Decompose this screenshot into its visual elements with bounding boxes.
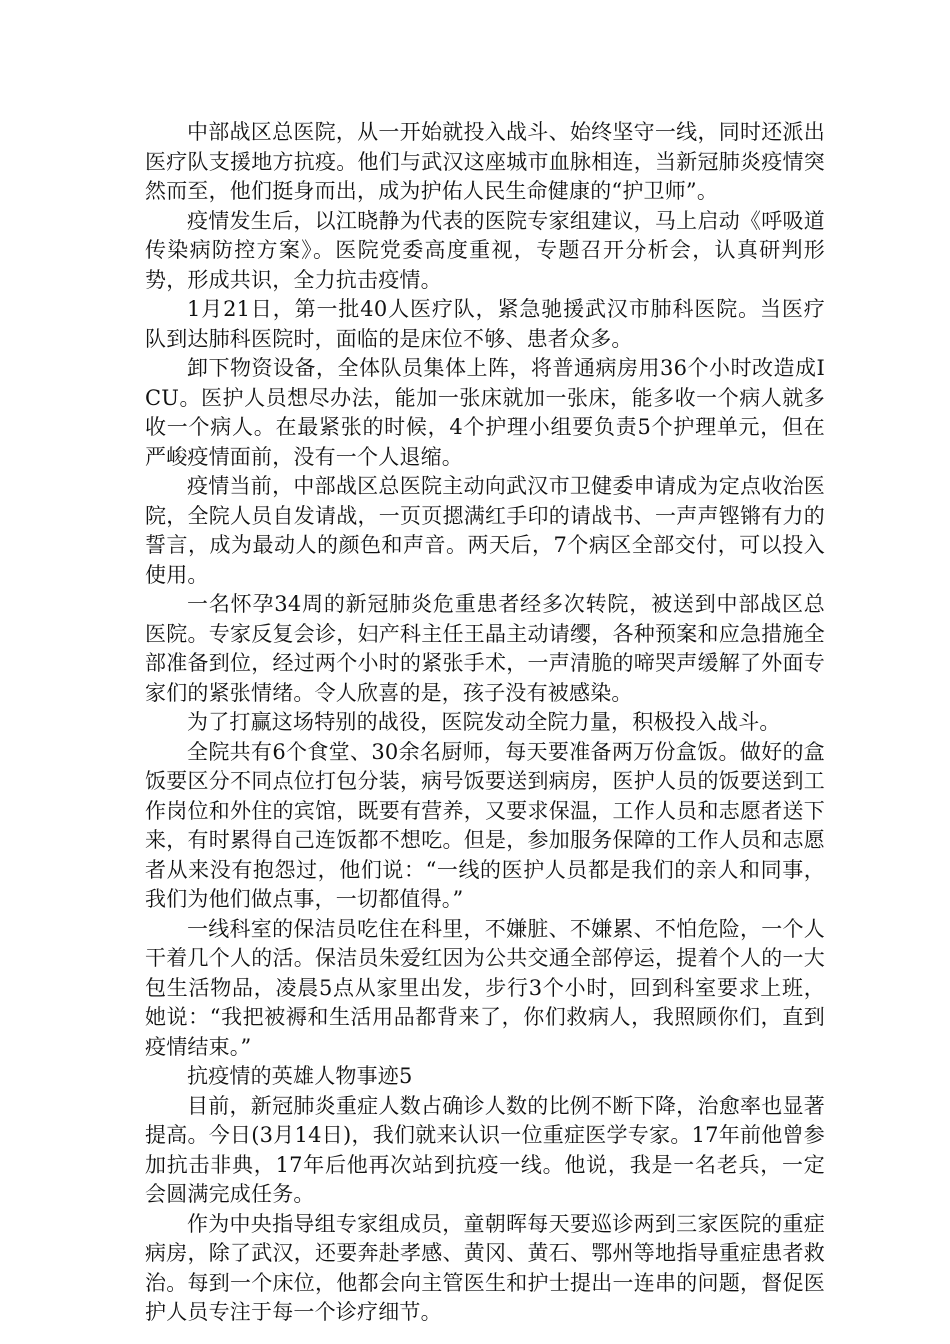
document-body	[145, 118, 825, 1328]
paragraph-10: 目前，新冠肺炎重症人数占确诊人数的比例不断下降，治愈率也显著提高。今日(3月14日)，我们就来认识一位重症医学专家。17年前他曾参加抗击非典，17年后他再次站到抗疫一线。他说，我是一名老兵，一定会圆满完成任务。	[145, 1093, 825, 1206]
paragraph-2: 疫情发生后，以江晓静为代表的医院专家组建议，马上启动《呼吸道传染病防控方案》。医院党委高度重视，专题召开分析会，认真研判形势，形成共识，全力抗击疫情。	[145, 208, 825, 292]
paragraph-1: 中部战区总医院，从一开始就投入战斗、始终坚守一线，同时还派出医疗队支援地方抗疫。他们与武汉这座城市血脉相连，当新冠肺炎疫情突然而至，他们挺身而出，成为护佑人民生命健康的“护卫师”。	[145, 120, 825, 203]
paragraph-9: 一线科室的保洁员吃住在科里，不嫌脏、不嫌累、不怕危险，一个人干着几个人的活。保洁员朱爱红因为公共交通全部停运，提着个人的一大包生活物品，凌晨5点从家里出发，步行3个小时，回到科室要求上班，她说：“我把被褥和生活用品都背来了，你们救病人，我照顾你们，直到疫情结束。”	[145, 916, 825, 1059]
paragraph-7: 为了打赢这场特别的战役，医院发动全院力量，积极投入战斗。	[187, 710, 781, 734]
section-heading: 抗疫情的英雄人物事迹5	[187, 1064, 413, 1088]
paragraph-6: 一名怀孕34周的新冠肺炎危重患者经多次转院，被送到中部战区总医院。专家反复会诊，妇产科主任王晶主动请缨，各种预案和应急措施全部准备到位，经过两个小时的紧张手术，一声清脆的啼哭声缓解了外面专家们的紧张情绪。令人欣喜的是，孩子没有被感染。	[145, 592, 825, 705]
paragraph-3: 1月21日，第一批40人医疗队，紧急驰援武汉市肺科医院。当医疗队到达肺科医院时，面临的是床位不够、患者众多。	[145, 297, 825, 351]
paragraph-8: 全院共有6个食堂、30余名厨师，每天要准备两万份盒饭。做好的盒饭要区分不同点位打包分装，病号饭要送到病房，医护人员的饭要送到工作岗位和外住的宾馆，既要有营养，又要求保温，工作人员和志愿者送下来，有时累得自己连饭都不想吃。但是，参加服务保障的工作人员和志愿者从来没有抱怨过，他们说：“一线的医护人员都是我们的亲人和同事，我们为他们做点事，一切都值得。”	[145, 739, 825, 911]
paragraph-11: 作为中央指导组专家组成员，童朝晖每天要巡诊两到三家医院的重症病房，除了武汉，还要奔赴孝感、黄冈、黄石、鄂州等地指导重症患者救治。每到一个床位，他都会向主管医生和护士提出一连串的问题，督促医护人员专注于每一个诊疗细节。	[145, 1211, 825, 1324]
paragraph-4: 卸下物资设备，全体队员集体上阵，将普通病房用36个小时改造成ICU。医护人员想尽办法，能加一张床就加一张床，能多收一个病人就多收一个病人。在最紧张的时候，4个护理小组要负责5个护理单元，但在严峻疫情面前，没有一个人退缩。	[145, 356, 825, 469]
paragraph-5: 疫情当前，中部战区总医院主动向武汉市卫健委申请成为定点收治医院，全院人员自发请战，一页页摁满红手印的请战书、一声声铿锵有力的誓言，成为最动人的颜色和声音。两天后，7个病区全部交付，可以投入使用。	[145, 474, 825, 587]
